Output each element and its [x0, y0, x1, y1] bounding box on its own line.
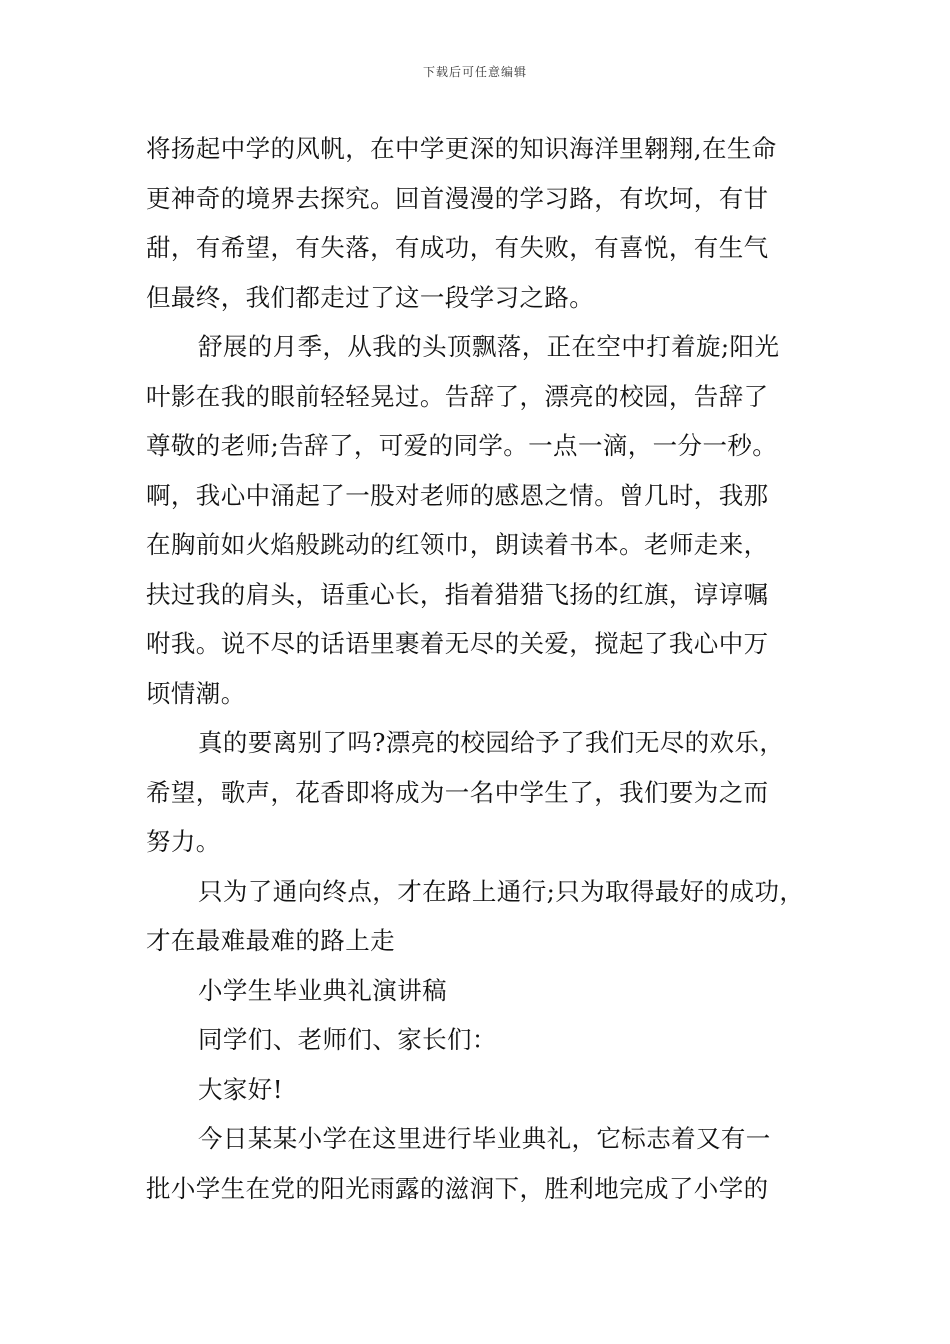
text-line: 希望，歌声，花香即将成为一名中学生了，我们要为之而 — [146, 777, 769, 807]
text-line: 但最终，我们都走过了这一段学习之路。 — [146, 282, 595, 312]
text-line: 啊，我心中涌起了一股对老师的感恩之情。曾几时，我那 — [146, 480, 769, 510]
text-line: 批小学生在党的阳光雨露的滋润下，胜利地完成了小学的 — [146, 1173, 769, 1203]
text-line: 真的要离别了吗?漂亮的校园给予了我们无尽的欢乐， — [198, 728, 785, 757]
document-body — [146, 124, 826, 1213]
text-line: 咐我。说不尽的话语里裹着无尽的关爱，搅起了我心中万 — [146, 629, 769, 658]
text-line: 在胸前如火焰般跳动的红领巾，朗读着书本。老师走来， — [146, 530, 769, 559]
salutation: 同学们、老师们、家长们： — [198, 1025, 497, 1054]
text-line: 努力。 — [146, 827, 221, 856]
text-line: 只为了通向终点，才在路上通行;只为取得最好的成功， — [198, 876, 805, 906]
text-line: 更神奇的境界去探究。回首漫漫的学习路，有坎坷，有甘 — [146, 183, 769, 213]
text-line: 才在最难最难的路上走 — [146, 926, 395, 955]
text-line: 舒展的月季，从我的头顶飘落，正在空中打着旋;阳光 — [198, 332, 780, 361]
page-header: 下载后可任意编辑 — [422, 65, 527, 79]
text-line: 扶过我的肩头，语重心长，指着猎猎飞扬的红旗，谆谆嘱 — [146, 579, 769, 609]
text-line: 甜，有希望，有失落，有成功，有失败，有喜悦，有生气 — [146, 233, 769, 262]
text-line: 顷情潮。 — [146, 678, 246, 708]
text-line: 将扬起中学的风帆，在中学更深的知识海洋里翱翔,在生命 — [146, 134, 777, 163]
greeting: 大家好! — [198, 1074, 283, 1104]
text-line: 今日某某小学在这里进行毕业典礼，它标志着又有一 — [198, 1124, 771, 1153]
text-line: 叶影在我的眼前轻轻晃过。告辞了，漂亮的校园，告辞了 — [146, 381, 769, 411]
section-title: 小学生毕业典礼演讲稿 — [198, 975, 447, 1005]
text-line: 尊敬的老师;告辞了，可爱的同学。一点一滴，一分一秒。 — [146, 431, 778, 460]
